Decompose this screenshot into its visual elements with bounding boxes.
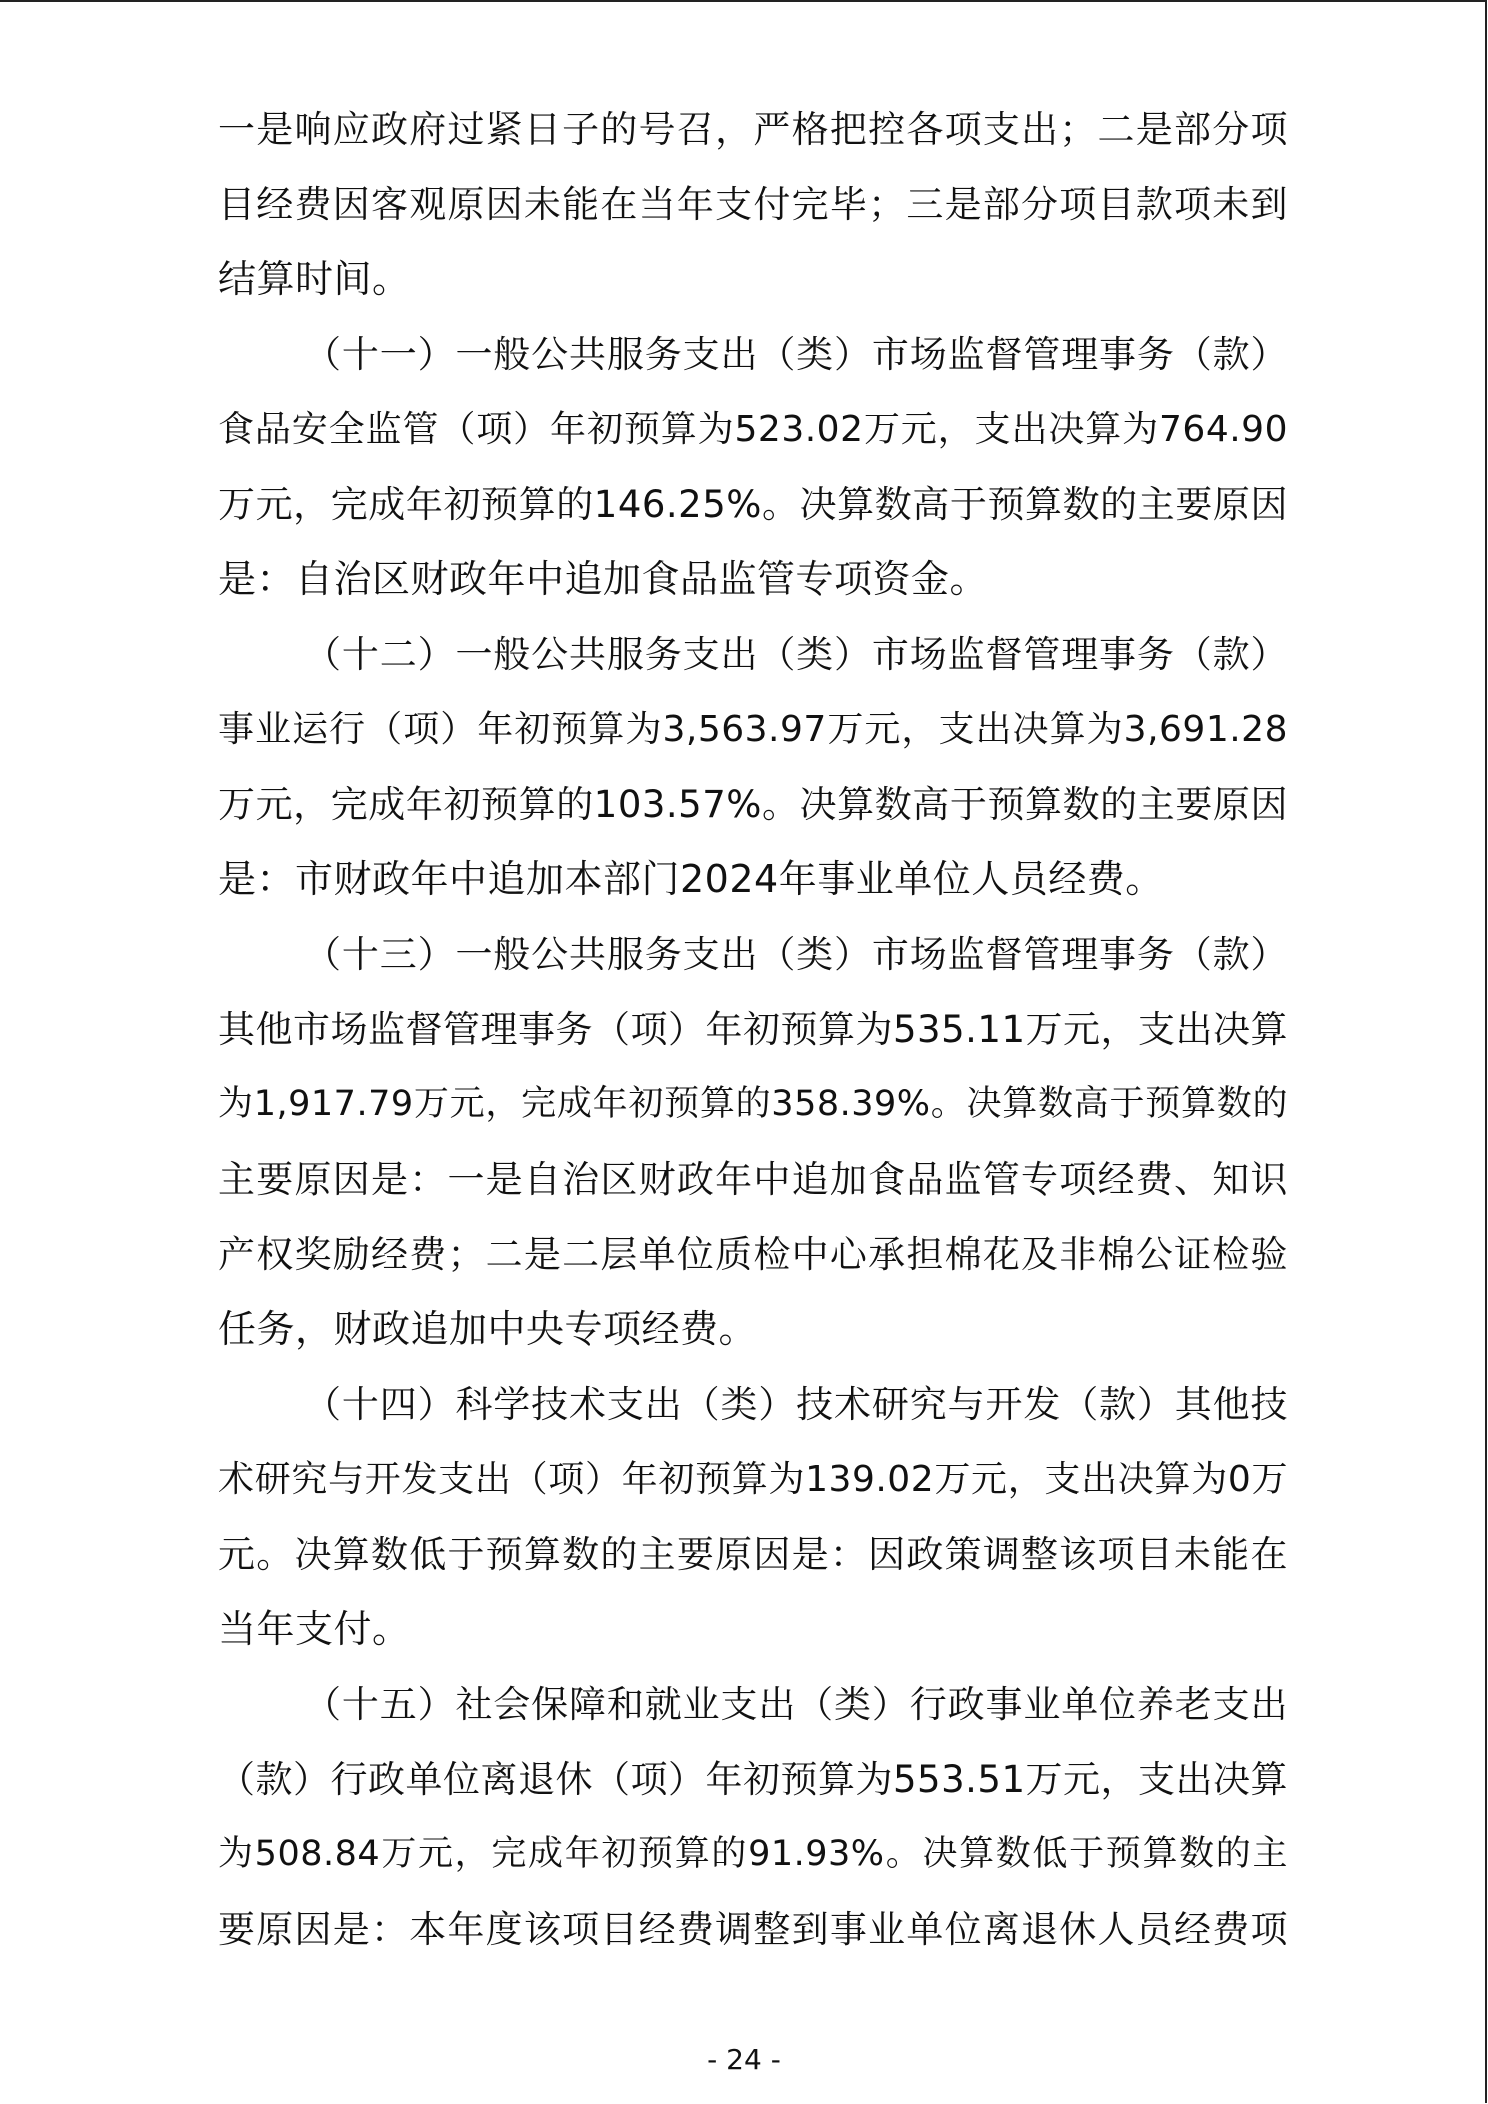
text-line: 主要原因是：一是自治区财政年中追加食品监管专项经费、知识 [218,1158,1288,1201]
text-line: （十一）一般公共服务支出（类）市场监督管理事务（款） [304,333,1288,376]
text-line: 要原因是：本年度该项目经费调整到事业单位离退休人员经费项 [218,1908,1288,1951]
text-line: 万元，完成年初预算的146.25%。决算数高于预算数的主要原因 [218,483,1288,526]
text-line: 目经费因客观原因未能在当年支付完毕；三是部分项目款项未到 [218,183,1288,226]
text-line: 产权奖励经费；二是二层单位质检中心承担棉花及非棉公证检验 [218,1233,1288,1276]
text-line: 万元，完成年初预算的103.57%。决算数高于预算数的主要原因 [218,783,1288,826]
text-line: 其他市场监督管理事务（项）年初预算为535.11万元，支出决算 [218,1008,1288,1051]
text-line: （款）行政单位离退休（项）年初预算为553.51万元，支出决算 [218,1758,1288,1801]
text-line: 事业运行（项）年初预算为3,563.97万元，支出决算为3,691.28 [218,709,1288,750]
text-line: 食品安全监管（项）年初预算为523.02万元，支出决算为764.90 [218,409,1288,450]
text-line: （十三）一般公共服务支出（类）市场监督管理事务（款） [304,933,1288,976]
text-line: 为1,917.79万元，完成年初预算的358.39%。决算数高于预算数的 [218,1084,1288,1124]
text-line: （十四）科学技术支出（类）技术研究与开发（款）其他技 [304,1383,1288,1426]
text-line: 是：自治区财政年中追加食品监管专项资金。 [218,557,989,601]
text-line: 元。决算数低于预算数的主要原因是：因政策调整该项目未能在 [218,1533,1288,1576]
text-line: 术研究与开发支出（项）年初预算为139.02万元，支出决算为0万 [218,1459,1288,1500]
text-line: 任务，财政追加中央专项经费。 [218,1307,758,1351]
text-line: 为508.84万元，完成年初预算的91.93%。决算数低于预算数的主 [218,1834,1288,1874]
document-body [218,92,1288,1967]
text-line: （十五）社会保障和就业支出（类）行政事业单位养老支出 [304,1683,1288,1726]
text-line: 是：市财政年中追加本部门2024年事业单位人员经费。 [218,857,1164,901]
page-number: - 24 - [707,2043,781,2076]
text-line: 结算时间。 [218,257,411,301]
text-line: （十二）一般公共服务支出（类）市场监督管理事务（款） [304,633,1288,676]
text-line: 当年支付。 [218,1607,411,1651]
text-line: 一是响应政府过紧日子的号召，严格把控各项支出；二是部分项 [218,108,1288,151]
